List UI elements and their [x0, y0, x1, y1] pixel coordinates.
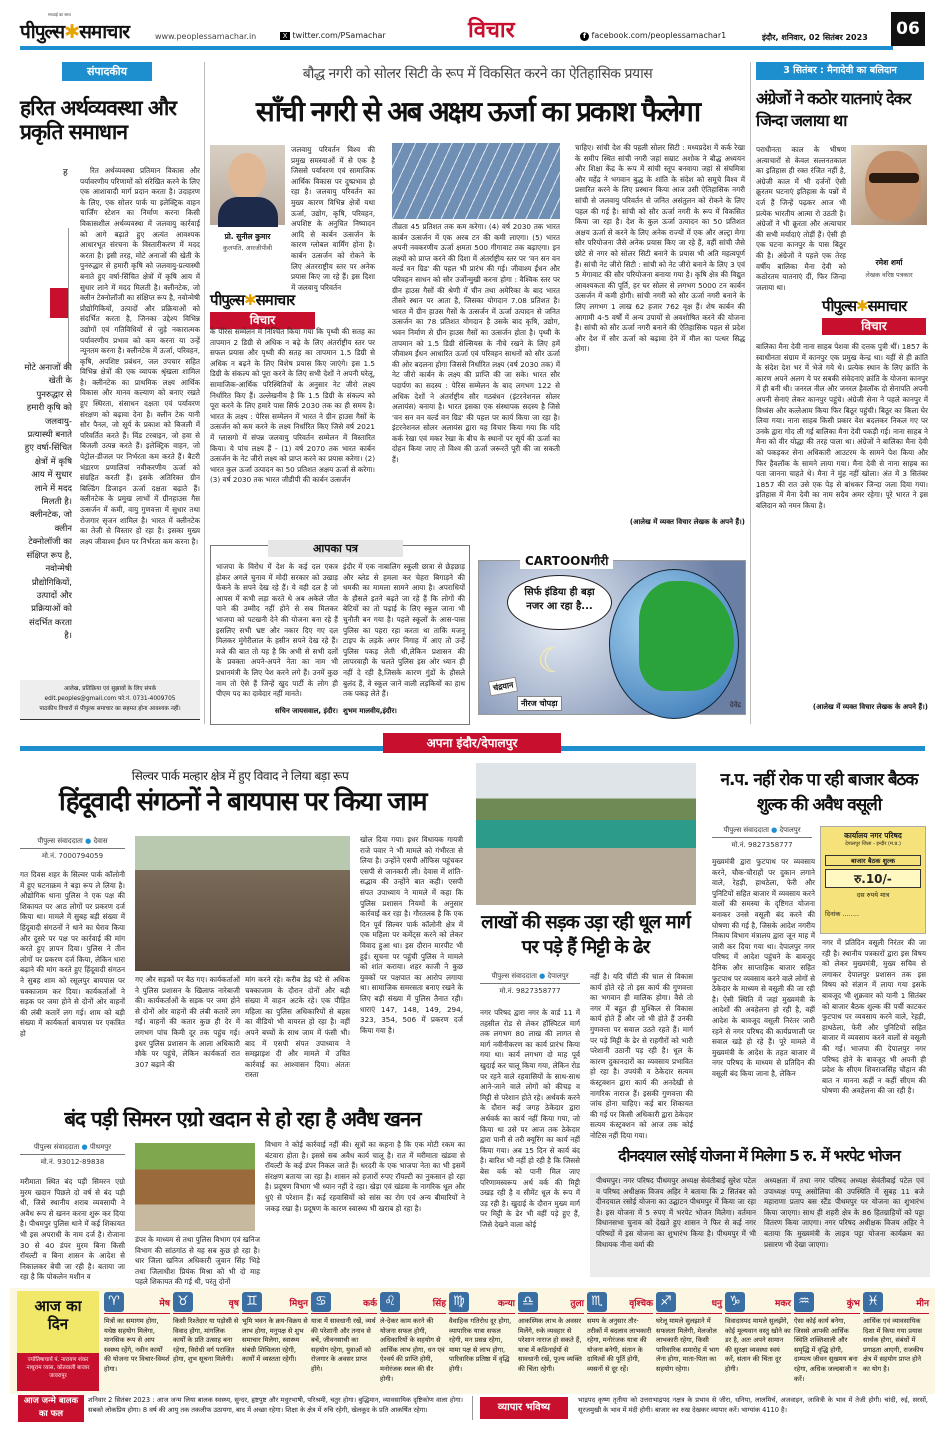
- astrologer-name: ज्योतिषाचार्य पं. नारायण शंकर नाथूराम व्यास, कोतवाली बाजार जावरापुर: [17, 1353, 99, 1391]
- story4-col3: विभाग ने कोई कार्रवाई नहीं की। सूत्रों का कहना है कि एक मोटी रकम का बंटवारा होता है। इससे सब अवैध कार्य चालू है। रात में मरीमाता खंडवा से रॉयल्टी के कई डंपर निकल जाते हैं। धरदरी के एक भाजपा नेता का भी इसमें संरक्षण बताया जा रहा है। शासन को हजारों रुपए रॉयल्टी का नुकसान हो रहा है। प्रदूषण विभाग भी ध्यान नहीं दे रहा। खेड़ा एवं खंडवा के नागरिक धूल और धुएं से परेशान हैं। कई रहवासियों को सांस का रोग एवं अन्य बीमारियों ने जकड़ रखा है। प्रदूषण के कारण स्वास्थ्य भी खराब हो रहा है।: [265, 1140, 465, 1213]
- zodiac-prediction: आकस्मिक लाभ के अवसर मिलेंगे, रुके व्यवहार से परेशान नाराज हो सकते हैं, यात्रा में कठिनाईयों से सावधानी रखें, पूज्य व्यक्ति की चिंता रहेगी।: [518, 1317, 582, 1373]
- lead-kicker: बौद्ध नगरी को सोलर सिटी के रूप में विकसित करने का ऐतिहासिक प्रयास: [302, 66, 653, 82]
- story1-col4: खोल दिया गया। इधर विधायक गायत्री राजे पवार ने भी मामले को गंभीरता से लिया है। उन्होंने एसपी ऑफिस पहुंचकर एसपी से जानकारी ली। देवास में शांति-सद्भाव की उन्होंने बात कही। एसपी संपत उपाध्याय ने मामले में कहा कि पुलिस प्रशासन नियमों के अनुसार कार्रवाई कर रहा है। गौरतलब है कि एक दिन पूर्व सिल्वर पार्क कॉलोनी क्षेत्र में एक महिला पर कमेंट्स करने को लेकर विवाद हुआ था। इस दौरान मारपीट भी हुई। सूचना पर पहुंची पुलिस ने मामले को शांत कराया। शहर काजी ने कुछ युवकों पर पक्षपात का आरोप लगाया था। सामाजिक समरसता बनाए रखने के लिए बड़ी संख्या में पुलिस तैनात रही। धाराएं 147, 148, 149, 294, 323, 354, 506 में प्रकरण दर्ज किया गया है।: [360, 835, 463, 1035]
- road-photo: [476, 763, 696, 905]
- zodiac-name: ♍ कन्या: [449, 1292, 515, 1314]
- byline-mobile: मो.नं. 9827358777: [499, 987, 561, 995]
- zodiac-name: ♑ मकर: [725, 1292, 791, 1314]
- story2-headline: लाखों की सड़क उड़ा रही धूल मार्ग पर पड़े हैं मिट्टी के ढेर: [481, 912, 690, 958]
- byline-place: देपालपुर: [779, 826, 801, 834]
- byline-mobile: मो.नं. 7000794059: [41, 852, 104, 860]
- zodiac-icon: ♎: [518, 1292, 538, 1312]
- twitter-handle: twitter.com/PSamachar: [292, 31, 386, 40]
- receipt-fee-label: बाजार बैठक शुल्क: [825, 855, 921, 866]
- twitter-link[interactable]: [280, 31, 386, 40]
- pullquote: मोटे अनाजों की खेती के पुनरुद्धार से हमारी कृषि को जलवायु-प्रत्यास्थी बनाते हुए वर्षा-सिंचित क्षेत्रों में कृषि आय में सुधार लाने में मदद मिलती है। क्लीनटेक, जो क्लीन टेक्नोलॉजी का संक्षिप्त रूप है, नवोन्मेषी प्रौद्योगिकियों, उत्पादों और प्रक्रियाओं को संदर्भित करता है।: [24, 363, 72, 642]
- zodiac-12: [863, 1292, 929, 1392]
- story4-headline: बंद पड़ी सिमरन एग्रो खदान से हो रहा है अवैध खनन: [64, 1107, 421, 1131]
- byline-reporter: पीपुल्स संवाददाता: [723, 826, 769, 834]
- right-note: (आलेख में व्यक्त विचार लेखक के अपने हैं।): [812, 703, 928, 711]
- story4-byline: [20, 1143, 125, 1167]
- byline-reporter: पीपुल्स संवाददाता: [37, 837, 83, 845]
- x-icon: X: [280, 32, 290, 40]
- aaj-ka-din-box: [17, 1291, 99, 1391]
- vichar-label: विचार: [210, 312, 315, 329]
- editorial-dropcap: ह: [63, 168, 68, 178]
- author-photo: [851, 145, 927, 225]
- protest-crowd-photo: [135, 836, 350, 971]
- aaj-ka-din-title: आज का दिन: [34, 1297, 82, 1333]
- zodiac-prediction: समय के अनुसार तौर-तरीकों में बदलाव लाभकारी रहेगा, मनोरंजक यात्रा की योजना बनेगी, संतान के दायित्वों की पूर्ति होगी, व्यसनों से दूर रहें।: [587, 1317, 652, 1373]
- zodiac-icon: ♓: [863, 1292, 883, 1312]
- trade-forecast-text: भाद्रपद कृष्ण तृतीया को उत्तराभाद्रपद नक्षत्र के प्रभाव से जीरा, धनिया, लालमिर्च, अजवाइन, जावित्री के भाव में तेजी होगी। चांदी, रुई, सरसों, सूरजमुखी के भाव में मंदी होगी। बाजार का रुख देखकर व्यापार करें। भाग्यांक 4110 है।: [578, 1396, 928, 1414]
- story4-col2: डंपर के माध्यम से तथा पुलिस विभाग एवं खनिज विभाग की सांठगांठ से यह सब कुछ हो रहा है। धार जिला खनिज अधिकारी जुवान सिंह भिड़े तथा जिलाधीश प्रियंक मिश्रा को भी दो माह पहले शिकायत की गई थी, परंतु दोनों: [135, 1235, 260, 1287]
- lead-col1-top: जलवायु परिवर्तन विश्व की प्रमुख समस्याओं में से एक है जिससे पर्यावरण एवं सामाजिक आर्थिक विकास पर दुष्प्रभाव हो रहा है। जलवायु परिवर्तन का मुख्य कारण विभिन्न क्षेत्रों यथा ऊर्जा, उद्योग, कृषि, परिवहन, अपशिष्ट के अनुचित निष्पादन आदि से कार्बन उत्सर्जन के कारण ग्लोबल वार्मिंग होना है। कार्बन उत्सर्जन को रोकने के लिए अंतरराष्ट्रीय स्तर पर अनेक प्रयास किए जा रहे हैं। इस दिशा में जलवायु परिवर्तन: [291, 145, 375, 292]
- zodiac-6: [449, 1292, 515, 1392]
- zodiac-icon: ♑: [725, 1292, 745, 1312]
- facebook-handle: facebook.com/peoplessamachar1: [591, 31, 727, 40]
- zodiac-2: [173, 1292, 239, 1392]
- issue-date: इंदौर, शनिवार, 02 सितंबर 2023: [762, 33, 868, 42]
- section-title: विचार: [468, 18, 515, 43]
- story1-byline: [20, 837, 125, 861]
- zodiac-name: ♏ वृश्चिक: [587, 1292, 653, 1314]
- story3-headline: न.प. नहीं रोक पा रही बाजार बैठक शुल्क की अवैध वसूली: [720, 770, 918, 815]
- zodiac-name: ♊ मिथुन: [242, 1292, 308, 1314]
- zodiac-1: [104, 1292, 170, 1392]
- zodiac-5: [380, 1292, 446, 1392]
- story5-col1: पीथमपुर। नगर परिषद पीथमपुर अध्यक्ष सेवंतीबाई सुरेश पटेल व परिषद अधीक्षक विजय अहिर ने बताया कि 2 सितंबर को दीनदयाल रसोई योजना का उद्घाटन पीथमपुर में किया जा रहा है। इस योजना में 5 रुपए में भरपेट भोजन मिलेगा। वर्तमान विधानसभा चुनाव को देखते हुए शासन ने फिर से कई नगर परिषदों में इस योजना का शुभारंभ किया है। पीथमपुर में भी विधायक नीना वर्मा की: [596, 1176, 756, 1249]
- solar-panel-photo: [392, 143, 560, 219]
- zodiac-icon: ♐: [656, 1292, 676, 1312]
- zodiac-prediction: ऐसा कोई कार्य बनेगा, जिससे आपकी आर्थिक स्थिति शक्तिशाली और समृद्धि में वृद्धि होगी, दाम्पत्य जीवन सुखमय बना रहेगा, अधिक जल्दबाजी न करें।: [794, 1317, 858, 1383]
- zodiac-name: ♓ मीन: [863, 1292, 929, 1314]
- zodiac-prediction: आर्थिक एवं व्यावसायिक दिशा में किया गया प्रयास सार्थक होगा, संबंधों में प्रगाढ़ता आएगी, राजकीय क्षेत्र में सहयोग प्राप्त होने का योग है।: [863, 1317, 924, 1373]
- disclaimer: पाठकीय विचारों से पीपुल्स समाचार का सहमत होना आवश्यक नहीं।: [39, 706, 181, 712]
- zodiac-prediction: यात्रा में सावधानी रखें, व्यर्थ की परेशानी और तनाव से बचें, जीवनसाथी का सहयोग रहेगा, युवाओं को रोजगार के अवसर प्राप्त होंगे।: [311, 1317, 376, 1373]
- editorial-headline: हरित अर्थव्यवस्था और प्रकृति समाधान: [20, 96, 176, 145]
- logo: [20, 18, 129, 44]
- zodiac-7: [518, 1292, 584, 1392]
- logo: पीपुल्स✱समाचार: [210, 291, 295, 309]
- lead-col1: के पेरिस सम्मेलन में निश्चित किया गया कि पृथ्वी की सतह का तापमान 2 डिग्री से अधिक न बढ़े के लिए अंतर्राष्ट्रीय स्तर पर सफल प्रयास और पृथ्वी की सतह का तापमान 1.5 डिग्री से अधिक न बढ़ने के लिए विशेष प्रयास किए जाएंगे। इस 1.5 डिग्री के संकल्प को पूरा करने के लिए सभी देशों ने अपनी घरेलू, सामाजिक-आर्थिक परिस्थितियों के अनुसार नेट जीरो लक्ष्य निर्धारित किए हैं। उल्लेखनीय है कि 1.5 डिग्री के संकल्प को पूरा करने के लिए हमारे पास सिर्फ 2030 तक का ही समय है। भारत के लक्ष्य : पेरिस सम्मेलन में भारत ने ग्रीन हाउस गैसों के उत्सर्जन को कम करने के लक्ष्य निर्धारित किए जिसे वर्ष 2021 में ग्लासगो में संपन्न जलवायु परिवर्तन सम्मेलन में विस्तारित किया। ये पांच लक्ष्य हैं - (1) वर्ष 2070 तक भारत कार्बन उत्सर्जन के नेट जीरो लक्ष्य को प्राप्त करने का प्रयास करेगा। (2) भारत कुल ऊर्जा उत्पादन का 50 प्रतिशत अक्षय ऊर्जा से करेगा। (3) वर्ष 2030 तक भारत जीडीपी की कार्बन उत्सर्जन: [210, 327, 375, 485]
- author-name: रमेश शर्मा: [875, 258, 903, 267]
- editorial-contact-box: [20, 680, 200, 720]
- bullet-icon: ●: [85, 837, 92, 845]
- editorial-tag: संपादकीय: [62, 62, 152, 81]
- speech-bubble: सिर्फ इंडिया ही बड़ा नजर आ रहा है...: [507, 575, 612, 630]
- cartoonist-signature: देवेंद्र: [729, 701, 741, 709]
- website-link[interactable]: www.peoplessamachar.in: [155, 32, 257, 41]
- story2-byline: [480, 972, 580, 996]
- zodiac-icon: ♋: [311, 1292, 331, 1312]
- contact-line: आलेख, प्रतिक्रिया एवं सुझावों के लिए संपर्क: [63, 686, 157, 692]
- birth-fortune-title: आज जन्मे बालक का फल: [18, 1395, 84, 1422]
- story3-byline: [712, 826, 812, 850]
- zodiac-9: [656, 1292, 722, 1392]
- story5-headline: दीनदयाल रसोई योजना में मिलेगा 5 रु. में भरपेट भोजन: [618, 1147, 900, 1165]
- logo-dot-icon: ✱: [64, 21, 80, 43]
- zodiac-name: ♎ तुला: [518, 1292, 584, 1314]
- zodiac-4: [311, 1292, 377, 1392]
- story3-col2: नगर में प्रतिदिन वसूली निरंतर की जा रही है। स्थानीय पत्रकारों द्वारा इस विषय को लेकर मुख्यमंत्री, मुख्य सचिव से लगाकर देपालपुर प्रशासन तक इस विषय को संज्ञान में लाया गया इसके बावजूद भी शुक्रवार को यानी 1 सितंबर को बाजार बैठक शुल्क की पर्ची काटकर फुटपाथ पर व्यवसाय करने वाले, रेहड़ी, हाथठेला, फेरी और पुनिटियों सहित बाजार में व्यवसाय करने वालों से वसूली की गई। भाजपा की देपालपुर नगर परिषद होने के बावजूद भी अपनी ही प्रदेश के सीएम शिवराजसिंह चौहान की बात न मानना कहीं न कहीं सीएम की घोषणा की अवहेलना की जा रही है।: [822, 938, 926, 1096]
- letters-title: आपका पत्र: [268, 540, 403, 557]
- logo-tagline: सच्चाई का साथ: [48, 12, 71, 17]
- receipt-subtitle: देपालपुर जिला - इन्दौर (म.प्र.): [845, 841, 901, 847]
- facebook-icon: f: [580, 32, 589, 41]
- fee-receipt-photo: [820, 826, 926, 934]
- zodiac-prediction: विवादास्पद मामले सुलझेंगे, कोई मूल्यवान वस्तु खोने का डर है, अतः अपने सामान की सुरक्षा व्यवस्था स्वयं करें, संतान की चिंता दूर होगी।: [725, 1317, 791, 1373]
- letter-2-signature: शुभम मालवीय,इंदौर।: [343, 707, 397, 715]
- zodiac-prediction: घरेलू मामले सुलझाने में सफलता मिलेगी, मेलजोल लाभकारी रहेगा, किसी पारिवारिक समारोह में भाग लेना होगा, माता-पिता का सहयोग रहेगा।: [656, 1317, 720, 1373]
- trade-forecast-title: व्यापार भविष्य: [480, 1397, 568, 1419]
- right-col-bottom: बालिका मैना देवी नाना साहब पेशवा की दत्तक पुत्री थीं। 1857 के स्वाधीनता संग्राम में कानपुर एक प्रमुख केन्द्र था। यहीं से ही क्रांति के संदेश देश भर में भेजे गये थे। प्रत्येक स्थान के लिए क्रांति के कारण अपने अलग ये पर सबकी संवेदनाएं क्रांति के योजना कानपुर में ही बनी थी। जनरल नील और जनरल हैवलॉक दो सेनापति अपनी अपनी सेनाएं लेकर कानपुर पहुंचे। अंग्रेजी सेना ने पहले कानपुर में विध्वंस और कत्लेआम किया फिर बिठूर पहुंची। बिठूर का किला घेर लिया गया। नाना साहब किसी प्रकार वेश बदलकर निकल गए पर उनके द्वारा गोद ली गई बालिका मैना देवी पकड़ी गई। नाना साहब ने मैना को वीर योद्धा की तरह पाला था। अंग्रेजों ने बालिका मैना देवी को पकड़कर सेना अधिकारी आउटरम के सामने पेश किया और फिर हैवलॉक के सामने लाया गया। मैना देवी से नाना साहब का पता जानना चाहते थे। मैना ने मुंह नहीं खोला। अंत में 3 सितंबर 1857 की रात उसे एक पेड़ से बांधकर जिन्दा जला दिया गया। इतिहास में मैना देवी का नाम सदैव अमर रहेगा। पूरे भारत ने इस बलिदान को नमन किया है।: [756, 342, 928, 510]
- zodiac-name: ♋ कर्क: [311, 1292, 377, 1314]
- lead-headline: साँची नगरी से अब अक्षय ऊर्जा का प्रकाश फैलेगा: [255, 95, 700, 128]
- section-tag: अपना इंदौर/देपालपुर: [383, 733, 561, 753]
- zodiac-name: ♒ कुंभ: [794, 1292, 860, 1314]
- zodiac-prediction: किसी रिश्तेदार या पड़ोसी से विवाद होगा, मांगलिक कार्यों के प्रति उत्साह बना रहेगा, विरोधी वर्ग पराजित होगा, शुभ सूचना मिलेगी।: [173, 1317, 239, 1364]
- logo-left: पीपुल्स: [20, 21, 65, 43]
- zodiac-11: [794, 1292, 860, 1392]
- lead-note: (आलेख में व्यक्त विचार लेखक के अपने हैं।): [629, 518, 745, 526]
- zodiac-10: [725, 1292, 791, 1392]
- bullet-icon: ●: [81, 1143, 88, 1151]
- author-photo: [210, 145, 285, 225]
- story5-col2: अध्यक्षता में तथा नगर परिषद अध्यक्ष सेवंतीबाई पटेल एवं उपाध्यक्ष पप्पू असोलिया की उपस्थिति में सुबह 11 बजे महाराणा प्रताप बस स्टैंड पीथमपुर पर योजना का शुभारंभ किया जाएगा। साथ ही शहरी क्षेत्र के 86 हितग्राहियों को पट्टा वितरण किया जाएगा। नगर परिषद अधीक्षक विजय अहिर ने बताया कि मुख्यमंत्री के लाइव पट्टा योजना कार्यक्रम का प्रसारण भी देखा जाएगा।: [764, 1176, 924, 1249]
- lead-col2: तीव्रता 45 प्रतिशत तक कम करेगा। (4) वर्ष 2030 तक भारत कार्बन उत्सर्जन में एक अरब टन की कमी लाएगा। (5) भारत अपनी नवकरणीय ऊर्जा क्षमता 500 गीगावाट तक बढ़ाएगा। इन लक्ष्यों को प्राप्त करने की दिशा में अंतर्राष्ट्रीय स्तर पर 'वन सन वन वर्ल्ड वन ग्रिड' की पहल भी प्रारंभ की गई। जीवाश्म ईंधन और परिवहन साधन को सौर उर्जोन्मुखी करना होगा : वैश्विक स्तर पर ग्रीन हाउस गैसों की श्रेणी में चीन तथा अमेरिका के बाद भारत तीसरे स्थान पर आता है, जिसका योगदान 7.08 प्रतिशत है। भारत में ग्रीन हाउस गैसों के उत्सर्जन में ऊर्जा उत्पादन से जनित उत्सर्जन का 78 प्रतिशत योगदान है उसके बाद कृषि, उद्योग, भवन निर्माण से ग्रीन हाउस गैसों का उत्सर्जन होता है। पृथ्वी के तापमान को 1.5 डिग्री सेल्सियस के नीचे रखने के लिए हमें जीवाश्म ईंधन आधारित ऊर्जा एवं परिवहन साधनों को सौर ऊर्जा की ओर बदलना होगा जिससे निर्धारित लक्ष्य (वर्ष 2030 तक) में नेट जीरो कार्बन के लक्ष्य की प्राप्ति की जा सके। भारत सौर पदार्पण का सदस्य : पेरिस सम्मेलन के बाद लगभग 122 से अधिक देशों ने अंतर्राष्ट्रीय सौर गठबंधन (इंटरनेशनल सोलर अलायंस) बनाया है। भारत इसका एक संस्थापक सदस्य है जिसे 'वन सन वन वर्ल्ड वन ग्रिड' की पहल पर कार्य किया जा रहा है। इंटरनेशनल सोलर अलायंस द्वारा यह विचार किया गया कि यदि कर्क रेखा एवं मकर रेखा के बीच के स्थानों पर सूर्य की ऊर्जा का दोहन किया जाए तो विश्व की ऊर्जा जरूरतें पूरी की जा सकती हैं।: [392, 222, 560, 465]
- zodiac-name: ♉ वृष: [173, 1292, 239, 1314]
- divider: [472, 1396, 473, 1420]
- cartoon-title: CARTOONगीरी: [520, 552, 613, 569]
- byline-place: पीथमपुर: [89, 1143, 112, 1151]
- zodiac-prediction: भूमि भवन के क्रय-विक्रय से लाभ होगा, मनुपक्ष से शुभ समाचार मिलेगा, स्वास्थ्य संबंधी शिथिलता रहेगी, कार्यों में व्यस्तता रहेगी।: [242, 1317, 308, 1364]
- story1-col1: गत दिवस शहर के सिल्वर पार्क कॉलोनी में हुए घटनाक्रम ने बड़ा रूप ले लिया है। औद्योगिक थाना पुलिस ने एक पक्ष की शिकायत पर आठ लोगों पर प्रकरण दर्ज किया था। मामले में सुबह बड़ी संख्या में हिंदूवादी संगठनों ने थाने का घेराव किया और दूसरे पर पक्ष पर कार्रवाई की मांग करते हुए ज्ञापन दिया। पुलिस ने तीन लोगों पर प्रकरण दर्ज किया, लेकिन धारा बढ़ाने की मांग करते हुए हिंदूवादी संगठन ने सुबह शाम को रसूलपुर बायपास पर चक्काजाम कर दिया। कार्यकर्ताओं ने सड़क पर जमा होने से दोनों ओर वाहनों की लंबी कतारें लग गई। शाम को बड़ी संख्या में कार्यकर्ता बायपास पर एकत्रित हो: [20, 870, 125, 1038]
- letter-2: इंदौर में एक नाबालिग स्कूली छात्रा से छेड़छाड़ और ब्लेड से हमला कर चेहरा बिगाड़ने की धमकी का मामला सामने आया है। अपराधियों के हौसले इतने बढ़ते जा रहे हैं कि लोगों की बेटियों का तो पढ़ाई के लिए स्कूल जाना भी चुनौती बन गया है। पहले स्कूलों के आस-पास पुलिस का पहरा रहा करता था ताकि मजनू टाइप के लड़के अगर निगाह में आए तो उन्हें पुलिस पकड़ लेती थी,लेकिन प्रशासन की लापरवाही के चलते पुलिस इस ओर ध्यान ही नहीं दे रही है,जिसके कारण गुंडों के हौसले बुलंद हैं, वे स्कूल जाने वाली लड़कियों का हाथ तक पकड़ लेते हैं।: [343, 562, 465, 699]
- zodiac-prediction: मित्रों का समागम होगा, यथेष्ठ सहयोग मिलेगा, मानसिक रूप से आप स्वस्थ्य रहेंगे, नवीन कार्यों की योजना पर विचार-विमर्श होगा।: [104, 1317, 170, 1373]
- byline-reporter: पीपुल्स संवाददाता: [491, 972, 537, 980]
- story2-col1: नगर परिषद द्वारा नगर के वार्ड 11 में तहसील रोड से लेकर हॉस्पिटल मार्ग तक लगभग 80 लाख की लागत से मार्ग नवीनीकरण का कार्य प्रारंभ किया गया था। कार्य लगभग दो माह पूर्व खुदाई कर चालू किया गया, लेकिन रोड पर रहने वाले रहवासियों के साथ-साथ आने-जाने वाले लोगों को कीचड़ व मिट्टी से परेशान होते रहे। अर्थवर्क करने के दौरान कई जगह ठेकेदार द्वारा अर्थवर्क का कार्य नहीं किया गया, जो किया था उसे पर आज तक ठेकेदार द्वारा पानी से तरी क्यूरिंग का कार्य नहीं किया गया। अब 15 दिन से कार्य बंद है। बारिश भी नहीं हो रही है कि जिससे बेस वर्क को पानी मिल जाए परिणामस्वरूप अर्थ वर्क की मिट्टी उखड़ रही है व सीमेंट धूल के रूप में उड़ रही है। खुदाई के दौरान मुख्य मार्ग पर मिट्टी के ढेर भी वहीं पड़े हुए हैं, जिसे देखने वाला कोई: [480, 1008, 580, 1229]
- mine-photo: [135, 1143, 255, 1231]
- bullet-icon: ●: [771, 826, 778, 834]
- byline-place: देवास: [93, 837, 108, 845]
- logo-right: समाचार: [79, 21, 129, 43]
- receipt-date: दिनांक ........: [825, 910, 860, 918]
- masthead: [20, 12, 925, 50]
- zodiac-icon: ♒: [794, 1292, 814, 1312]
- zodiac-icon: ♏: [587, 1292, 607, 1312]
- moon-icon: ☾: [537, 641, 568, 681]
- author-title: लेखक वरिष्ठ पत्रकार: [865, 271, 913, 279]
- author-title: कुलपति, आरजीपीवी: [222, 244, 273, 252]
- zodiac-icon: ♈: [104, 1292, 124, 1312]
- right-tag: 3 सितंबर : मैनादेवी का बलिदान: [756, 62, 924, 80]
- right-col-top: पराधीनता काल के भीषण अत्याचारों से केवल सल्तनतकाल का इतिहास ही रक्त रंजित नहीं है, अंग्रेजी काल में भी दर्जनों ऐसी क्रूरतम घटनाएं इतिहास के पन्नों में दर्ज हैं जिन्हें पढ़कर आज भी प्रत्येक भारतीय आत्मा रो उठती है। अंग्रेजों ने भी क्रूरता और अत्याचार की सभी मर्यादाएं तोड़ीं हैं। ऐसी ही एक घटना कानपुर के पास बिठूर की है। अंग्रेजों ने पहले एक तेरह वर्षीय बालिका मैना देवी को कठोरतम यातनाएं दीं, फिर जिन्दा जलाया था।: [756, 145, 846, 292]
- right-headline: अंग्रेजों ने कठोर यातनाएं देकर जिन्दा जलाया था: [756, 89, 911, 130]
- pullquote-rule: [68, 228, 69, 368]
- facebook-link[interactable]: [580, 31, 726, 41]
- column-divider: [750, 62, 751, 724]
- story1-col3: मांग करने रहे। करीब डेढ़ घंटे से अधिक चक्काजाम के दौरान दोनों और बड़ी संख्या में वाहन अटके रहे। एक पीड़ित महिला का पुलिस अधिकारियों से बहस का वीडियो भी वायरल हो रहा है। वहीं अपने बच्चों के साथ जाम में फंसी भी। बाद में एसपी संपत उपाध्याय ने समझाइश दी और मामले में उचित कार्रवाई का आश्वासन दिया। अंततः रास्ता: [245, 975, 350, 1080]
- vichar-label: विचार: [822, 318, 926, 335]
- birth-fortune-text: शनिवार 2 सितंबर 2023 : आज जन्म लिया बालक स्वस्थ्य, सुन्दर, हृष्टपुष्ट और मधुरभाषी, परिश्रमी, चतुर होगा। बुद्धिमान, व्यावसायिक दृष्टिकोण वाला होगा। सबको लोकप्रिय होगा। 8 वर्ष की आयु तक तकलीफ उठायगा, बाद में अच्छा रहेगा। शिक्षा के क्षेत्र में रुचि रहेगी, खेलकूद के प्रति आकर्षित रहेगा।: [88, 1396, 463, 1414]
- column-divider: [204, 62, 205, 724]
- lead-col3: चाहिए। सांची देश की पहली सोलर सिटी : मध्यप्रदेश में कर्क रेखा के समीप स्थित सांची नगरी जहां सम्राट अशोक ने बौद्ध अध्ययन और शिक्षा केंद्र के रूप में सांची स्तूप बनवाया जहां से संघमित्रा और महेंद्र ने भगवान बुद्ध के शांति के संदेश को समूचे विश्व में प्रसारित करने के लिए प्रस्थान किया आज उसी ऐतिहासिक नगरी सांची से जलवायु परिवर्तन से जनित असंतुलन को रोकने के लिए पहल की गई है। सांची को सौर ऊर्जा नगरी के रूप में विकसित किया जा रहा है। देश के कुल ऊर्जा उत्पादन का 50 प्रतिशत अक्षय ऊर्जा से करने के लिए अनेक राज्यों में एक और अल्ट्रा मेगा सौर परियोजना जैसे अनेक प्रयास किए जा रहे हैं, वहीं सांची जैसे छोटे से नगर को सोलर सिटी बनाने के प्रयास भी अति महत्वपूर्ण हैं। सांची नेट जीरो सिटी : सांची को नेट जीरो बनाने के लिए 3 एवं 5 मेगावाट की सौर परियोजना बनाया गया है। कृषि क्षेत्र की विद्युत आवश्यकता की पूर्ति, हर घर सोलर से लगभग 5000 टन कार्बन उत्सर्जन में कमी होगी। सांची नगरी को सौर ऊर्जा नगरी बनाने के लिए लगभग 1 लाख 62 हजार 762 वृक्ष हैं। शेष कार्बन की आगामी 4-5 वर्षों में अन्य उपायों से अवशोषित करने की योजना है। सांची को सौर ऊर्जा नगरी बनाने की ऐतिहासिक पहल से प्रदेश और देश में सौर ऊर्जा को बढ़ावा देने में मील का पत्थर सिद्ध होगा।: [575, 143, 745, 354]
- cartoon-panel: [478, 560, 746, 715]
- byline-reporter: पीपुल्स संवाददाता: [33, 1143, 80, 1151]
- zodiac-prediction: वैवाहिक गतिरोध दूर होगा, व्यापारिक यात्रा सफल रहेगी, मन प्रसन्न रहेगा, मामा पक्ष से लाभ होगा, पारिवारिक प्रतिष्ठा में वृद्धि होगी।: [449, 1317, 512, 1373]
- receipt-title: कार्यालय नगर परिषद: [844, 831, 902, 840]
- zodiac-name: ♌ सिंह: [380, 1292, 446, 1314]
- letter-1-signature: सचिन जायसवाल, इंदौर।: [274, 707, 338, 715]
- pullquote-marker: [50, 288, 68, 318]
- receipt-amount: रु.10/-: [825, 869, 921, 888]
- editorial-body: रित अर्थव्यवस्था प्रतिमान विकास और पर्यावरणीय परिणामों को संरेखित करने के लिए एक आशावादी मार्ग प्रदान करता है। उदाहरण के लिए, एक सोलर पार्क या इलेक्ट्रिक वाहन चार्जिंग स्टेशन का निर्माण करना किसी विकासशील अर्थव्यवस्था में जलवायु कार्रवाई को आगे बढ़ाते हुए अत्यंत आवश्यक आधारभूत संरचना के विस्तारीकरण में मदद करता है। इसी तरह, मोटे अनाजों की खेती के पुनरुद्धार से हमारी कृषि को जलवायु-प्रत्यास्थी बनाते हुए वर्षा-सिंचित क्षेत्रों में कृषि आय में सुधार लाने में मदद मिलती है। क्लीनटेक, जो क्लीन टेक्नोलॉजी का संक्षिप्त रूप है, नवोन्मेषी प्रौद्योगिकियों, उत्पादों और प्रक्रियाओं को संदर्भित करता है, जिनका उद्देश्य विभिन्न उद्योगों एवं गतिविधियों से जुड़े नकारात्मक पर्यावरणीय प्रभाव को कम करना या उन्हें न्यूनतम करना है। क्लीनटेक में ऊर्जा, परिवहन, कृषि, अपशिष्ट प्रबंधन, जल उपचार सहित विभिन्न क्षेत्रों की एक व्यापक श्रृंखला शामिल है। क्लीनटेक का प्राथमिक लक्ष्य आर्थिक विकास और मानव कल्याण को बनाए रखते हुए स्थिरता, संसाधन दक्षता एवं पर्यावरण संरक्षण को बढ़ावा देना है। क्लीन टेक यानी सौर पैनल, जो सूर्य के प्रकाश को बिजली में परिवर्तित करते हैं। विंड टरबाइन, जो हवा से बिजली उत्पन्न करते हैं। इलेक्ट्रिक वाहन, जो पेट्रोल-डीजल पर निर्भरता कम करते हैं। बैटरी भंडारण प्रणालियां नवीकरणीय ऊर्जा को संग्रहित करती हैं। इसके अतिरिक्त ग्रीन बिल्डिंग डिजाइन ऊर्जा दक्षता बढ़ाते हैं। क्लीनटेक के प्रमुख लाभों में ग्रीनहाउस गैस उत्सर्जन में कमी, वायु गुणवत्ता में सुधार तथा रोजगार सृजन शामिल है। भारत में क्लीनटेक का तेजी से विस्तार हो रहा है। इसका मुख्य लक्ष्य जीवाश्म ईंधन पर निर्भरता कम करना है।: [80, 166, 200, 546]
- story3-col1: मुख्यमंत्री द्वारा फुटपाथ पर व्यवसाय करने, चौक-चौराहों पर दुकान लगाने वाले, रेहड़ी, हाथठेला, फेरी और पुनिटियों सहित बाजार में व्यवसाय करने वालों की समस्या के दृष्टिगत योजना बनाकर उनसे वसूली बंद करने की घोषणा की गई है, जिसके आदेश नगरीय निकाय विभाग मंत्रालय द्वारा जून माह में जारी कर दिया गया था। देपालपुर नगर परिषद में आदेश पहुंचने के बावजूद दैनिक और साप्ताहिक बाजार सहित फुटपाथ पर व्यवसाय करने वाले लोगों से ठेकेदार के माध्यम से वसूली की जा रही है। ऐसी स्थिति में जहां मुख्यमंत्री के आदेशों की अवहेलना हो रही है, वहीं आदेश के बावजूद वसूली निरंतर जारी रहने से नगर परिषद की कार्यप्रणाली पर सवाल खड़े हो रहे हैं। पूरे मामले में मुख्यमंत्री के आदेश के तहत बाजार में नगर परिषद के माध्यम से प्रतिदिन की वसूली बंद किया जाना है, लेकिन: [712, 857, 815, 1078]
- byline-mobile: मो.नं. 9827358777: [731, 841, 793, 849]
- zodiac-prediction: ले-देकर काम करने की योजना सफल होगी, अधिकारियों के सहयोग से आर्थिक लाभ होगा, धन एवं ऐश्वर्य की प्राप्ति होगी, मनोरंजक स्थल की सैर होगी।: [380, 1317, 445, 1383]
- zodiac-icon: ♉: [173, 1292, 193, 1312]
- logo: पीपुल्स✱समाचार: [822, 297, 907, 315]
- letter-1: भाजपा के विरोध में देश के कई दल एकत्र होकर अगले चुनाव में मोदी सरकार को उखाड़ फेंकने के सपने देख रहे हैं। ये वही दल है जो आपस में कभी लड़ा करते थे अब अकेले जीत पाने की उम्मीद नहीं होने से सब मिलकर भाजपा को पटखनी देने की योजना बना रहे हैं इसलिए सभी भ्रष्ट और नकार दिए गए दल मिलकर मुंगेरीलाल के हसीन सपने देख रहे हैं। मजे की बात तो यह है कि अभी से सभी दलों के प्रवक्ता अपने-अपने नेता का नाम भी प्रधानमंत्री के लिए पेश करने लगे हैं। उनमें कुछ नाम तो ऐसे हैं जिन्हें खुद पार्टी के लोग ही पीएम पद का दावेदार नहीं मानते।: [216, 562, 338, 699]
- header-rule: [20, 46, 893, 50]
- zodiac-icon: ♌: [380, 1292, 400, 1312]
- contact-email[interactable]: edit.peoples@gmail.com फो.नं. 0731-4009705: [44, 696, 176, 702]
- paper-label-neeraj: नीरज चोपड़ा: [517, 696, 562, 711]
- zodiac-3: [242, 1292, 308, 1392]
- zodiac-name: ♐ धनु: [656, 1292, 722, 1314]
- story1-col2: गए और सड़कों पर बैठ गए। कार्यकर्ताओं ने पुलिस प्रशासन के खिलाफ नारेबाजी की। कार्यकर्ताओं के सड़क पर जमा होने से दोनों ओर वाहनों की लंबी कतारें लग गईं। वाहनों की कतार कुछ ही देर में लगभग पांच किमी दूर तक पहुंच गई। इधर पुलिस प्रशासन के आला अधिकारी मौके पर पहुंचे, लेकिन कार्यकर्ता रात 307 बढ़ाने की: [135, 975, 240, 1069]
- story1-headline: हिंदूवादी संगठनों ने बायपास पर किया जाम: [58, 787, 427, 817]
- zodiac-icon: ♍: [449, 1292, 469, 1312]
- zodiac-name: ♈ मेष: [104, 1292, 170, 1314]
- paper-label-chandrayaan: चंद्रयान: [488, 677, 519, 697]
- receipt-amount-words: दस रुपये मात्र: [856, 891, 890, 899]
- zodiac-8: [587, 1292, 653, 1392]
- bullet-icon: ●: [539, 972, 546, 980]
- page-number: 06: [891, 12, 925, 46]
- zodiac-icon: ♊: [242, 1292, 262, 1312]
- vichar-logo-box: [822, 296, 926, 335]
- story4-col1: मरीमाता स्थित बंद पड़ी सिमरन एग्रो मुरम खदान पिछले दो वर्ष से बंद पड़ी थी, जिसे स्थानीय शराब व्यवसायी ने अवैध रूप से खनन करना शुरू कर दिया है। पीथमपुर पुलिस थाने में कई शिकायत भी इस अपराधी के नाम दर्ज है। रोजाना 30 से 40 डंपर मुरम बिना किसी रॉयल्टी व बिना शासन के आदेश से निकालकर बेची जा रही है। बताया जा रहा है कि पोकलेन मशीन व: [20, 1177, 125, 1282]
- byline-place: देपालपुर: [547, 972, 569, 980]
- story2-col2: नहीं है। यदि चींटी की चाल से विकास कार्य होते रहे तो इस कार्य की गुणवत्ता का भगवान ही मालिक होगा। वैसे तो नगर में बहुत ही मुश्किल से विकास कार्य होते हैं और जो भी होते हैं उनकी गुणवत्ता पर सवाल उठते रहते हैं। मार्ग पर पड़े मिट्टी के ढेर से राहगीरों को भारी परेशानी उठानी पड़ रही है। धूल के कारण दुकानदारों का व्यवसाय प्रभावित हो रहा है। उपयंत्री व ठेकेदार सत्यम कंस्ट्रक्शन द्वारा कार्य की अनदेखी से नागरिक नाराज हैं। इसकी गुणवत्ता की जांच होना चाहिए। कई बार शिकायत की गई पर किसी अधिकारी द्वारा ठेकेदार सत्यम कंस्ट्रक्शन को आज तक कोई नोटिस नहीं दिया गया।: [590, 972, 693, 1140]
- author-name: प्रो. सुनील कुमार: [224, 232, 271, 241]
- story1-kicker: सिल्वर पार्क मल्हार क्षेत्र में हुए विवाद ने लिया बड़ा रूप: [131, 769, 349, 783]
- byline-mobile: मो.नं. 93012-89838: [40, 1158, 105, 1166]
